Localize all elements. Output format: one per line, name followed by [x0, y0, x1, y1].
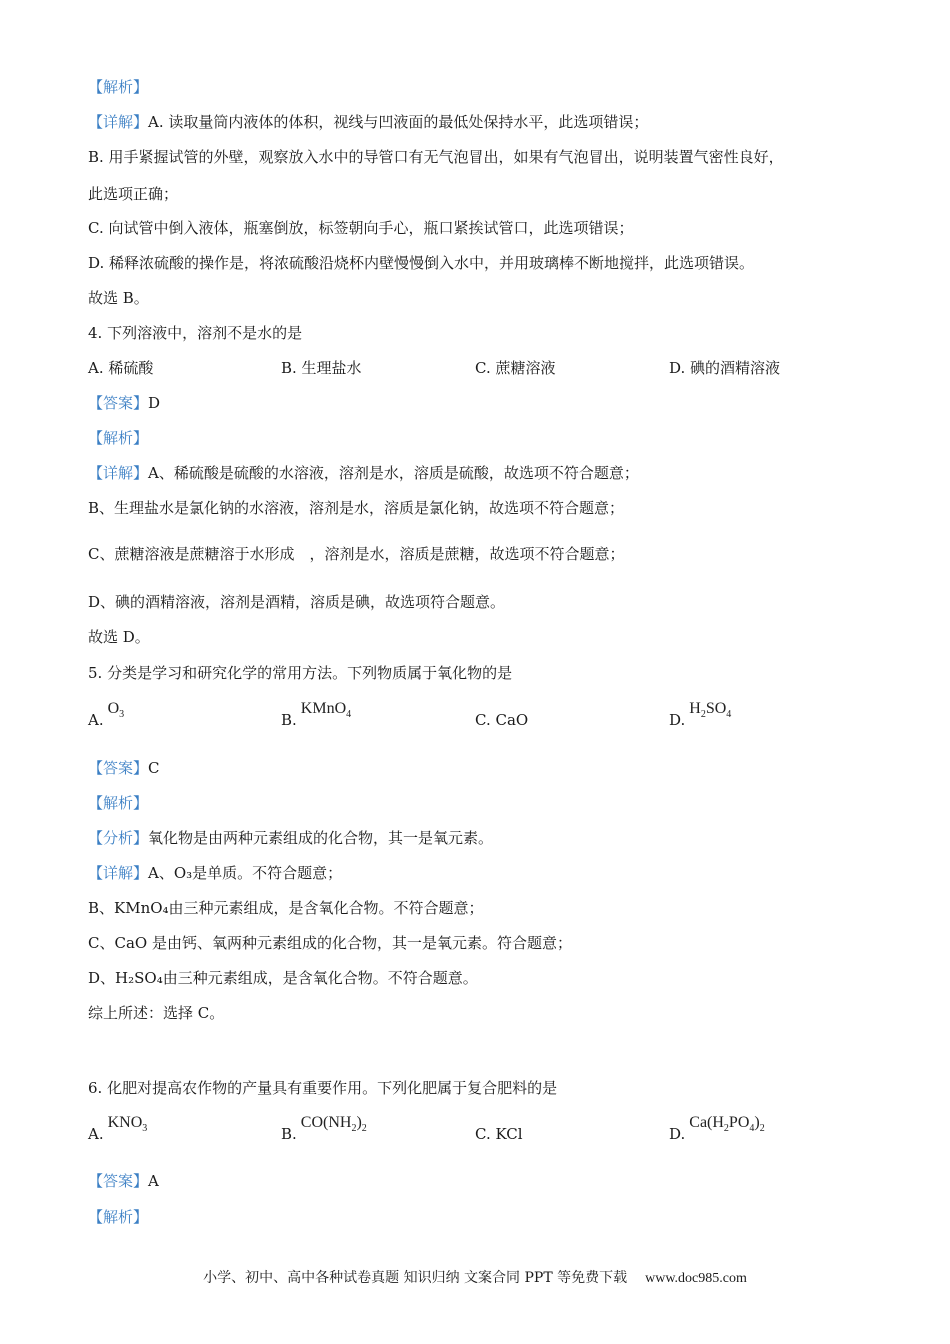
footer-link[interactable]: www.doc985.com [645, 1271, 747, 1286]
q3-detail-d: D. 稀释浓硫酸的操作是，将浓硫酸沿烧杯内壁慢慢倒入水中，并用玻璃棒不断地搅拌，此选项错误。 [88, 254, 755, 272]
q5-answer: 【答案】C [88, 759, 160, 777]
q4-answer: 【答案】D [88, 394, 161, 412]
q4-detail-b: B、生理盐水是氯化钠的水溶液，溶剂是水，溶质是氯化钠，故选项不符合题意； [88, 499, 625, 517]
analysis-tag: 【解析】 [88, 794, 149, 812]
q5-detail-b: B、KMnO₄由三种元素组成，是含氧化合物。不符合题意； [88, 899, 484, 917]
q3-detail-c: C. 向试管中倒入液体，瓶塞倒放，标签朝向手心，瓶口紧挨试管口，此选项错误； [88, 219, 634, 237]
page-footer: 小学、初中、高中各种试卷真题 知识归纳 文案合同 PPT 等免费下载 www.doc985.com [203, 1270, 747, 1286]
q4-detail-a: 【详解】A、稀硫酸是硫酸的水溶液，溶剂是水，溶质是硫酸，故选项不符合题意； [88, 464, 639, 482]
q4-option-b: B. 生理盐水 [281, 359, 362, 377]
q5-option-d: $D.H_2SO_4$ [669, 700, 732, 729]
q4-conclusion: 故选 D。 [88, 628, 150, 646]
q5-detail-d: D、H₂SO₄由三种元素组成，是含氧化合物。不符合题意。 [88, 969, 478, 987]
detail-tag: 【详解】 [88, 113, 149, 131]
q5-analyze: 【分析】氧化物是由两种元素组成的化合物，其一是氧元素。 [88, 829, 494, 847]
q3-detail-b2: 此选项正确； [88, 185, 179, 203]
q4-option-a: A. 稀硫酸 [88, 359, 154, 377]
q5-detail-a: 【详解】A、O₃是单质。不符合题意； [88, 864, 343, 882]
q3-detail-a: 【详解】A. 读取量筒内液体的体积，视线与凹液面的最低处保持水平，此选项错误； [88, 113, 649, 131]
q4-question: 4. 下列溶液中，溶剂不是水的是 [88, 324, 303, 342]
q4-detail-d: D、碘的酒精溶液，溶剂是酒精，溶质是碘，故选项符合题意。 [88, 593, 506, 611]
q6-option-b: $B.CO(NH_2)_2$ [281, 1114, 367, 1143]
q5-option-a: $A.O_3$ [88, 700, 125, 729]
analysis-tag: 【解析】 [88, 429, 149, 447]
q5-option-c: C. CaO [475, 711, 529, 729]
q4-option-c: C. 蔗糖溶液 [475, 359, 556, 377]
q5-question: 5. 分类是学习和研究化学的常用方法。下列物质属于氧化物的是 [88, 664, 513, 682]
q4-option-d: D. 碘的酒精溶液 [669, 359, 781, 377]
q3-detail-b1: B. 用手紧握试管的外壁，观察放入水中的导管口有无气泡冒出，如果有气泡冒出，说明装置气密性良好， [88, 148, 784, 166]
q5-detail-c: C、CaO 是由钙、氧两种元素组成的化合物，其一是氧元素。符合题意； [88, 934, 572, 952]
analysis-tag: 【解析】 [88, 78, 149, 96]
q3-conclusion: 故选 B。 [88, 289, 149, 307]
q6-option-c: C. KCl [475, 1125, 523, 1143]
analysis-tag: 【解析】 [88, 1208, 149, 1226]
q4-detail-c: C、蔗糖溶液是蔗糖溶于水形成 ，溶剂是水，溶质是蔗糖，故选项不符合题意； [88, 545, 625, 563]
q6-option-a: $A.KNO_3$ [88, 1114, 148, 1143]
q6-answer: 【答案】A [88, 1172, 159, 1190]
q5-conclusion: 综上所述：选择 C。 [88, 1004, 225, 1022]
q5-option-b: B.KMnO$_4$ [281, 700, 352, 729]
q6-question: 6. 化肥对提高农作物的产量具有重要作用。下列化肥属于复合肥料的是 [88, 1079, 558, 1097]
q6-option-d: $D.Ca(H_2PO_4)_2$ [669, 1114, 765, 1143]
